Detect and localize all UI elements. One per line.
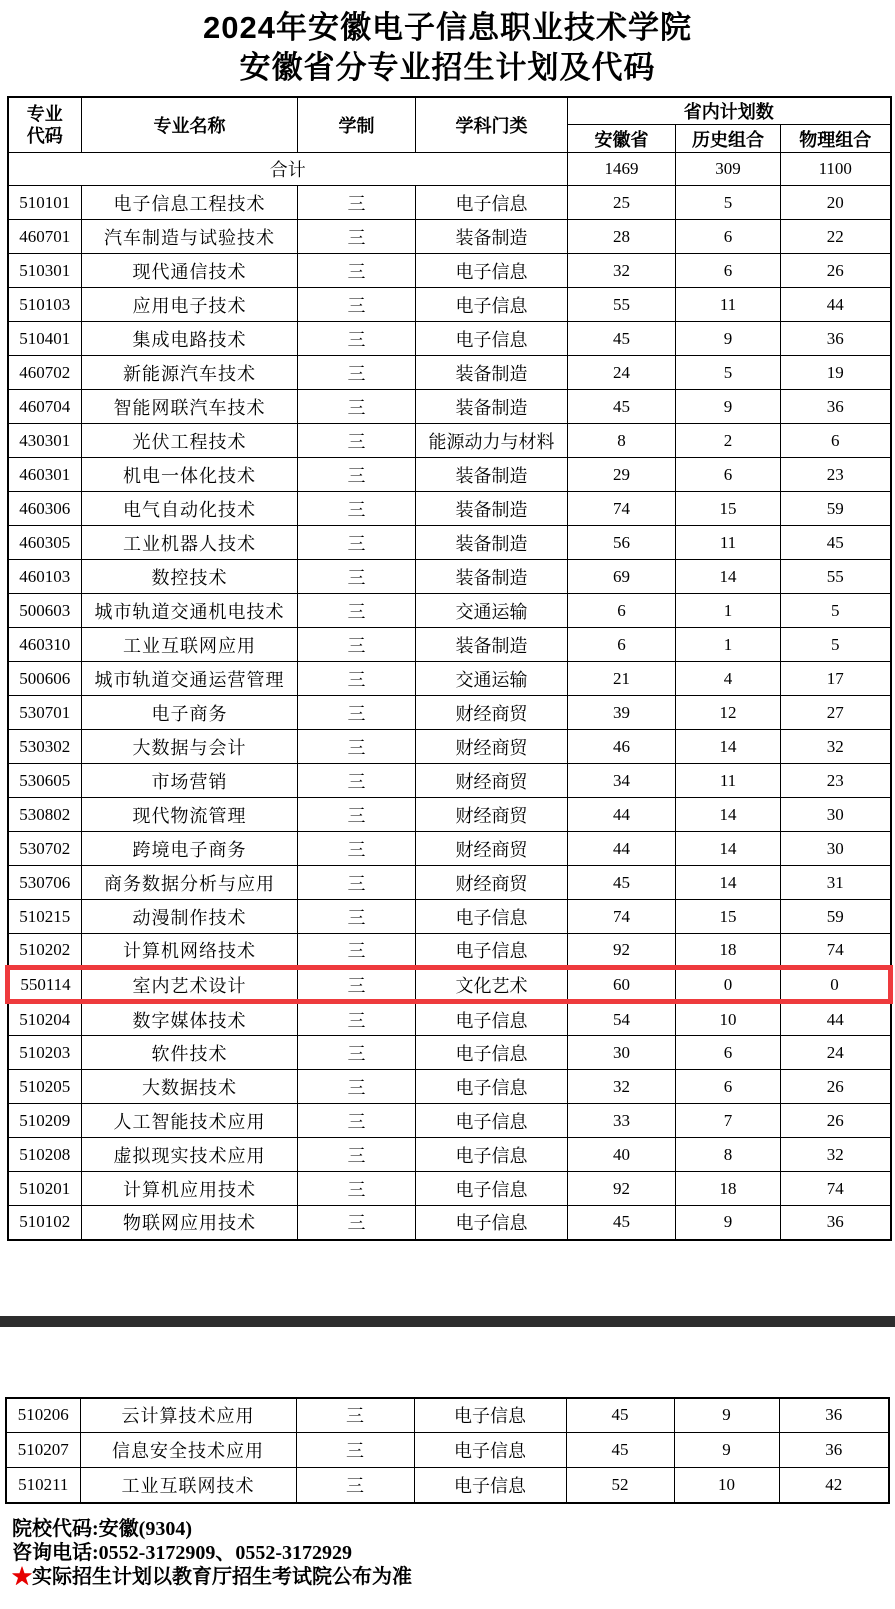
enrollment-plan-table	[5, 96, 893, 1241]
cell-physics: 5	[781, 628, 891, 662]
cell-duration: 三	[298, 1070, 416, 1104]
table-row	[8, 1002, 891, 1036]
table-row	[6, 1468, 889, 1503]
cell-category: 财经商贸	[416, 798, 568, 832]
cell-duration: 三	[298, 764, 416, 798]
cell-major-code: 510103	[8, 288, 82, 322]
cell-history: 4	[676, 662, 781, 696]
cell-history: 11	[676, 764, 781, 798]
cell-category: 装备制造	[416, 628, 568, 662]
cell-history: 15	[676, 492, 781, 526]
cell-anhui: 6	[568, 628, 676, 662]
cell-category: 财经商贸	[416, 764, 568, 798]
cell-anhui: 28	[568, 220, 676, 254]
cell-duration: 三	[298, 1138, 416, 1172]
cell-physics: 22	[781, 220, 891, 254]
cell-major-code: 510203	[8, 1036, 82, 1070]
cell-major-code: 460702	[8, 356, 82, 390]
cell-category: 电子信息	[416, 186, 568, 220]
table-row	[8, 934, 891, 968]
cell-major-name: 计算机应用技术	[82, 1172, 298, 1206]
cell-anhui: 45	[568, 1206, 676, 1240]
cell-history: 9	[674, 1398, 779, 1433]
cell-anhui: 21	[568, 662, 676, 696]
cell-duration: 三	[298, 186, 416, 220]
cell-major-name: 智能网联汽车技术	[82, 390, 298, 424]
table-row	[8, 1104, 891, 1138]
cell-duration: 三	[298, 662, 416, 696]
cell-physics: 23	[781, 458, 891, 492]
cell-major-name: 大数据与会计	[82, 730, 298, 764]
cell-physics: 23	[781, 764, 891, 798]
total-anhui: 1469	[568, 153, 676, 186]
cell-history: 15	[676, 900, 781, 934]
cell-category: 财经商贸	[416, 730, 568, 764]
cell-major-name: 电子商务	[82, 696, 298, 730]
cell-major-name: 新能源汽车技术	[82, 356, 298, 390]
cell-category: 电子信息	[416, 1104, 568, 1138]
header-discipline-category: 学科门类	[416, 97, 568, 153]
table-row	[8, 458, 891, 492]
cell-category: 装备制造	[416, 492, 568, 526]
cell-anhui: 46	[568, 730, 676, 764]
cell-anhui: 56	[568, 526, 676, 560]
page-title	[0, 0, 895, 88]
cell-history: 14	[676, 866, 781, 900]
cell-major-code: 530702	[8, 832, 82, 866]
cell-duration: 三	[296, 1468, 414, 1503]
cell-major-name: 工业机器人技术	[82, 526, 298, 560]
cell-major-name: 现代物流管理	[82, 798, 298, 832]
cell-duration: 三	[298, 628, 416, 662]
cell-anhui: 25	[568, 186, 676, 220]
total-row	[8, 153, 891, 186]
cell-category: 电子信息	[416, 322, 568, 356]
footer-notes	[12, 1517, 895, 1589]
cell-major-name: 现代通信技术	[82, 254, 298, 288]
cell-major-code: 460704	[8, 390, 82, 424]
cell-history: 9	[676, 1206, 781, 1240]
cell-major-code: 460701	[8, 220, 82, 254]
cell-category: 装备制造	[416, 526, 568, 560]
cell-duration: 三	[298, 832, 416, 866]
cell-major-code: 510101	[8, 186, 82, 220]
cell-anhui: 33	[568, 1104, 676, 1138]
cell-duration: 三	[298, 492, 416, 526]
cell-physics: 26	[781, 1104, 891, 1138]
cell-major-code: 530701	[8, 696, 82, 730]
table-row	[8, 1172, 891, 1206]
table-row	[8, 560, 891, 594]
cell-duration: 三	[298, 1036, 416, 1070]
cell-major-name: 数字媒体技术	[82, 1002, 298, 1036]
cell-physics: 19	[781, 356, 891, 390]
table-row	[8, 764, 891, 798]
table-row	[8, 1070, 891, 1104]
cell-major-code: 500603	[8, 594, 82, 628]
cell-major-name: 机电一体化技术	[82, 458, 298, 492]
cell-physics: 17	[781, 662, 891, 696]
cell-history: 6	[676, 1036, 781, 1070]
cell-category: 文化艺术	[416, 968, 568, 1002]
cell-history: 6	[676, 254, 781, 288]
star-icon: ★	[12, 1565, 32, 1588]
cell-physics: 0	[781, 968, 891, 1002]
cell-duration: 三	[298, 1104, 416, 1138]
cell-duration: 三	[298, 900, 416, 934]
table-row	[8, 526, 891, 560]
header-major-name: 专业名称	[82, 97, 298, 153]
cell-physics: 36	[779, 1398, 889, 1433]
cell-duration: 三	[298, 322, 416, 356]
cell-physics: 32	[781, 1138, 891, 1172]
total-physics: 1100	[781, 153, 891, 186]
cell-anhui: 39	[568, 696, 676, 730]
table-row	[8, 696, 891, 730]
cell-major-name: 工业互联网技术	[80, 1468, 296, 1503]
cell-category: 电子信息	[416, 1172, 568, 1206]
cell-major-name: 云计算技术应用	[80, 1398, 296, 1433]
cell-anhui: 45	[568, 390, 676, 424]
cell-duration: 三	[298, 1206, 416, 1240]
cell-category: 电子信息	[416, 934, 568, 968]
cell-major-name: 计算机网络技术	[82, 934, 298, 968]
cell-anhui: 54	[568, 1002, 676, 1036]
cell-category: 交通运输	[416, 662, 568, 696]
cell-major-code: 460103	[8, 560, 82, 594]
cell-history: 9	[676, 322, 781, 356]
cell-anhui: 74	[568, 900, 676, 934]
cell-duration: 三	[298, 968, 416, 1002]
table-row	[8, 424, 891, 458]
cell-major-name: 光伏工程技术	[82, 424, 298, 458]
cell-history: 14	[676, 832, 781, 866]
header-duration: 学制	[298, 97, 416, 153]
cell-category: 财经商贸	[416, 696, 568, 730]
cell-major-code: 510211	[6, 1468, 80, 1503]
cell-history: 8	[676, 1138, 781, 1172]
cell-major-name: 动漫制作技术	[82, 900, 298, 934]
cell-category: 装备制造	[416, 560, 568, 594]
cell-duration: 三	[298, 866, 416, 900]
table-row	[8, 628, 891, 662]
cell-physics: 26	[781, 1070, 891, 1104]
table-row	[8, 832, 891, 866]
header-physics-combo: 物理组合	[781, 125, 891, 153]
cell-history: 7	[676, 1104, 781, 1138]
table-row	[8, 356, 891, 390]
cell-major-code: 550114	[8, 968, 82, 1002]
cell-major-name: 人工智能技术应用	[82, 1104, 298, 1138]
table-row	[6, 1398, 889, 1433]
cell-history: 0	[676, 968, 781, 1002]
cell-major-name: 电气自动化技术	[82, 492, 298, 526]
table-row	[8, 254, 891, 288]
cell-physics: 6	[781, 424, 891, 458]
cell-major-name: 物联网应用技术	[82, 1206, 298, 1240]
total-label: 合计	[8, 153, 568, 186]
cell-duration: 三	[298, 220, 416, 254]
cell-anhui: 24	[568, 356, 676, 390]
cell-major-code: 510207	[6, 1433, 80, 1468]
table-row	[8, 866, 891, 900]
cell-physics: 74	[781, 934, 891, 968]
table-row	[8, 1206, 891, 1240]
cell-category: 电子信息	[414, 1468, 566, 1503]
cell-major-code: 510201	[8, 1172, 82, 1206]
table-row	[8, 594, 891, 628]
cell-duration: 三	[298, 730, 416, 764]
table-row	[8, 968, 891, 1002]
cell-history: 12	[676, 696, 781, 730]
cell-major-name: 应用电子技术	[82, 288, 298, 322]
cell-major-code: 430301	[8, 424, 82, 458]
cell-major-code: 510102	[8, 1206, 82, 1240]
cell-major-code: 460310	[8, 628, 82, 662]
cell-major-name: 市场营销	[82, 764, 298, 798]
header-province-plan-group: 省内计划数	[568, 97, 891, 125]
cell-category: 电子信息	[416, 1070, 568, 1104]
cell-history: 14	[676, 798, 781, 832]
cell-history: 10	[674, 1468, 779, 1503]
table-row	[8, 730, 891, 764]
cell-duration: 三	[298, 560, 416, 594]
cell-major-code: 510215	[8, 900, 82, 934]
cell-physics: 44	[781, 1002, 891, 1036]
page-title-line2: 安徽省分专业招生计划及代码	[239, 50, 656, 85]
cell-anhui: 29	[568, 458, 676, 492]
cell-duration: 三	[298, 696, 416, 730]
cell-physics: 44	[781, 288, 891, 322]
cell-major-code: 510205	[8, 1070, 82, 1104]
cell-physics: 55	[781, 560, 891, 594]
cell-history: 2	[676, 424, 781, 458]
cell-duration: 三	[298, 934, 416, 968]
cell-major-code: 530302	[8, 730, 82, 764]
cell-anhui: 40	[568, 1138, 676, 1172]
cell-category: 装备制造	[416, 220, 568, 254]
cell-category: 装备制造	[416, 390, 568, 424]
cell-category: 电子信息	[414, 1433, 566, 1468]
cell-physics: 36	[781, 1206, 891, 1240]
cell-major-code: 460306	[8, 492, 82, 526]
cell-major-name: 大数据技术	[82, 1070, 298, 1104]
cell-physics: 30	[781, 798, 891, 832]
cell-duration: 三	[298, 458, 416, 492]
cell-major-code: 510202	[8, 934, 82, 968]
cell-major-name: 城市轨道交通机电技术	[82, 594, 298, 628]
cell-anhui: 45	[568, 322, 676, 356]
cell-category: 装备制造	[416, 458, 568, 492]
cell-duration: 三	[298, 594, 416, 628]
cell-duration: 三	[298, 390, 416, 424]
cell-history: 10	[676, 1002, 781, 1036]
cell-history: 6	[676, 1070, 781, 1104]
cell-physics: 20	[781, 186, 891, 220]
cell-major-name: 电子信息工程技术	[82, 186, 298, 220]
cell-anhui: 6	[568, 594, 676, 628]
cell-category: 电子信息	[416, 1002, 568, 1036]
cell-physics: 59	[781, 900, 891, 934]
cell-major-name: 商务数据分析与应用	[82, 866, 298, 900]
cell-history: 14	[676, 560, 781, 594]
cell-major-code: 460301	[8, 458, 82, 492]
table-row	[8, 288, 891, 322]
cell-history: 11	[676, 526, 781, 560]
cell-physics: 42	[779, 1468, 889, 1503]
table-row	[8, 322, 891, 356]
cell-physics: 5	[781, 594, 891, 628]
cell-major-code: 530605	[8, 764, 82, 798]
cell-major-name: 跨境电子商务	[82, 832, 298, 866]
footer-disclaimer	[12, 1565, 895, 1589]
cell-history: 11	[676, 288, 781, 322]
cell-anhui: 45	[566, 1398, 674, 1433]
cell-major-code: 510206	[6, 1398, 80, 1433]
cell-category: 电子信息	[416, 254, 568, 288]
cell-category: 电子信息	[416, 1138, 568, 1172]
table-row	[8, 390, 891, 424]
cell-anhui: 92	[568, 934, 676, 968]
cell-major-code: 460305	[8, 526, 82, 560]
cell-major-name: 汽车制造与试验技术	[82, 220, 298, 254]
cell-duration: 三	[298, 526, 416, 560]
table-row	[8, 492, 891, 526]
cell-category: 电子信息	[416, 900, 568, 934]
cell-history: 5	[676, 186, 781, 220]
table-row	[8, 186, 891, 220]
cell-duration: 三	[296, 1398, 414, 1433]
cell-anhui: 34	[568, 764, 676, 798]
table-row	[8, 220, 891, 254]
enrollment-plan-table-continued	[5, 1397, 890, 1504]
cell-history: 9	[674, 1433, 779, 1468]
cell-physics: 32	[781, 730, 891, 764]
cell-duration: 三	[298, 1002, 416, 1036]
cell-anhui: 60	[568, 968, 676, 1002]
cell-physics: 26	[781, 254, 891, 288]
cell-physics: 36	[781, 390, 891, 424]
cell-history: 5	[676, 356, 781, 390]
cell-anhui: 32	[568, 1070, 676, 1104]
cell-duration: 三	[298, 798, 416, 832]
cell-category: 电子信息	[416, 288, 568, 322]
cell-history: 1	[676, 628, 781, 662]
cell-major-name: 虚拟现实技术应用	[82, 1138, 298, 1172]
cell-anhui: 52	[566, 1468, 674, 1503]
cell-category: 装备制造	[416, 356, 568, 390]
cell-duration: 三	[298, 424, 416, 458]
cell-category: 电子信息	[416, 1206, 568, 1240]
cell-major-code: 510401	[8, 322, 82, 356]
header-anhui-province: 安徽省	[568, 125, 676, 153]
cell-category: 电子信息	[416, 1036, 568, 1070]
cell-history: 18	[676, 1172, 781, 1206]
cell-physics: 36	[779, 1433, 889, 1468]
total-history: 309	[676, 153, 781, 186]
cell-major-name: 数控技术	[82, 560, 298, 594]
cell-anhui: 44	[568, 798, 676, 832]
table-row	[8, 900, 891, 934]
cell-major-code: 510208	[8, 1138, 82, 1172]
footer-disclaimer-text: 实际招生计划以教育厅招生考试院公布为准	[32, 1565, 412, 1588]
cell-anhui: 30	[568, 1036, 676, 1070]
table-row	[8, 1138, 891, 1172]
cell-major-code: 510204	[8, 1002, 82, 1036]
cell-physics: 30	[781, 832, 891, 866]
cell-category: 财经商贸	[416, 866, 568, 900]
cell-duration: 三	[298, 288, 416, 322]
footer-college-code: 院校代码:安徽(9304)	[12, 1517, 192, 1540]
cell-history: 14	[676, 730, 781, 764]
cell-history: 18	[676, 934, 781, 968]
table-row	[8, 662, 891, 696]
section-divider-bar	[0, 1316, 895, 1327]
cell-history: 1	[676, 594, 781, 628]
cell-anhui: 92	[568, 1172, 676, 1206]
cell-category: 交通运输	[416, 594, 568, 628]
cell-duration: 三	[298, 1172, 416, 1206]
cell-anhui: 32	[568, 254, 676, 288]
table-row	[6, 1433, 889, 1468]
cell-duration: 三	[298, 254, 416, 288]
cell-category: 财经商贸	[416, 832, 568, 866]
cell-anhui: 8	[568, 424, 676, 458]
header-history-combo: 历史组合	[676, 125, 781, 153]
cell-anhui: 69	[568, 560, 676, 594]
cell-physics: 45	[781, 526, 891, 560]
cell-anhui: 44	[568, 832, 676, 866]
cell-physics: 24	[781, 1036, 891, 1070]
cell-category: 能源动力与材料	[416, 424, 568, 458]
cell-physics: 59	[781, 492, 891, 526]
cell-major-code: 530706	[8, 866, 82, 900]
cell-major-code: 530802	[8, 798, 82, 832]
page-title-line1: 2024年安徽电子信息职业技术学院	[203, 10, 692, 45]
footer-phone: 咨询电话:0552-3172909、0552-3172929	[12, 1541, 352, 1564]
table-row	[8, 798, 891, 832]
cell-major-code: 510209	[8, 1104, 82, 1138]
cell-physics: 27	[781, 696, 891, 730]
table-row	[8, 1036, 891, 1070]
cell-category: 电子信息	[414, 1398, 566, 1433]
cell-anhui: 45	[568, 866, 676, 900]
cell-anhui: 45	[566, 1433, 674, 1468]
cell-anhui: 55	[568, 288, 676, 322]
cell-major-name: 室内艺术设计	[82, 968, 298, 1002]
cell-history: 9	[676, 390, 781, 424]
cell-major-name: 信息安全技术应用	[80, 1433, 296, 1468]
cell-anhui: 74	[568, 492, 676, 526]
cell-history: 6	[676, 220, 781, 254]
cell-major-name: 城市轨道交通运营管理	[82, 662, 298, 696]
cell-major-name: 集成电路技术	[82, 322, 298, 356]
header-major-code: 专业代码	[8, 97, 82, 153]
cell-duration: 三	[296, 1433, 414, 1468]
cell-major-code: 500606	[8, 662, 82, 696]
cell-physics: 74	[781, 1172, 891, 1206]
cell-physics: 36	[781, 322, 891, 356]
cell-history: 6	[676, 458, 781, 492]
cell-major-name: 工业互联网应用	[82, 628, 298, 662]
cell-major-code: 510301	[8, 254, 82, 288]
cell-physics: 31	[781, 866, 891, 900]
cell-duration: 三	[298, 356, 416, 390]
cell-major-name: 软件技术	[82, 1036, 298, 1070]
